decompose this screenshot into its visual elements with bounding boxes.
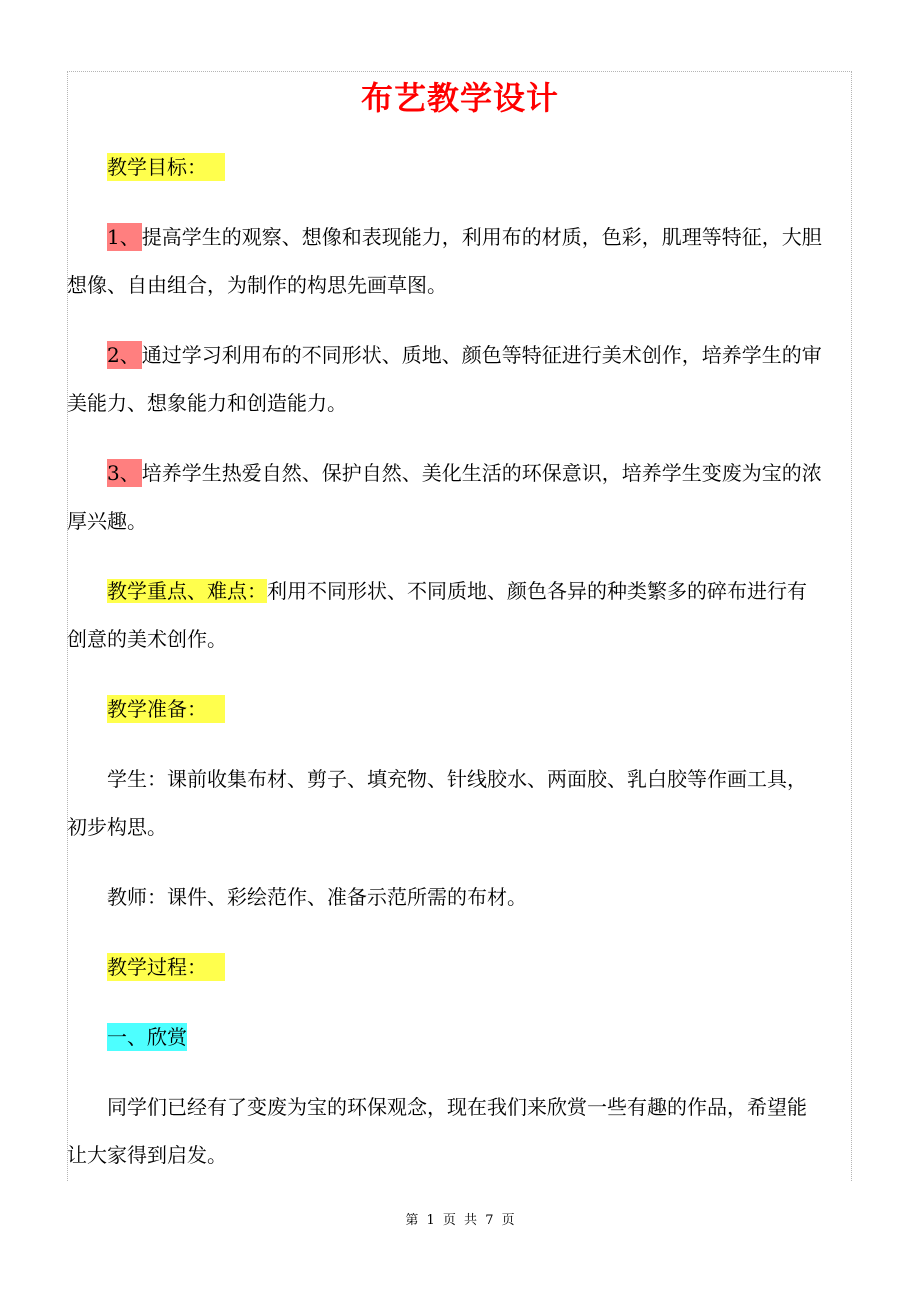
section-1-line-2: 让大家得到启发。 [67,1143,227,1167]
teacher-line: 教师：课件、彩绘范作、准备示范所需的布材。 [107,885,527,909]
prep-heading-text: 教学准备： [107,695,225,723]
prep-heading [107,694,225,724]
objective-1-text-1: 提高学生的观察、想像和表现能力，利用布的材质，色彩，肌理等特征，大胆 [141,225,822,249]
document-title: 布艺教学设计 [360,79,559,117]
objective-1-line-1 [107,222,822,252]
objective-2-text-1: 通过学习利用布的不同形状、质地、颜色等特征进行美术创作，培养学生的审 [141,343,822,367]
objective-3-line-2: 厚兴趣。 [67,509,147,533]
objective-3-text-1: 培养学生热爱自然、保护自然、美化生活的环保意识，培养学生变废为宝的浓 [141,461,822,485]
objective-3-line-1 [107,458,822,488]
section-1-heading-text: 一、欣赏 [107,1025,187,1049]
process-heading-text: 教学过程： [107,953,225,981]
objective-1-number: 1、 [107,225,140,249]
objective-3-number: 3、 [107,461,140,485]
key-points-line-1 [107,576,807,606]
students-line-2: 初步构思。 [67,815,167,839]
objectives-heading [107,152,225,182]
section-1-line-1: 同学们已经有了变废为宝的环保观念，现在我们来欣赏一些有趣的作品，希望能 [107,1095,807,1119]
objective-1-line-2: 想像、自由组合，为制作的构思先画草图。 [67,273,447,297]
objective-2-line-1 [107,340,822,370]
objective-2-number: 2、 [107,343,140,367]
page-number-footer: 第 1 页 共 7 页 [405,1213,515,1228]
key-points-label: 教学重点、难点： [107,579,267,603]
objectives-heading-text: 教学目标： [107,153,225,181]
objective-2-line-2: 美能力、想象能力和创造能力。 [67,391,347,415]
key-points-text-1: 利用不同形状、不同质地、颜色各异的种类繁多的碎布进行有 [267,579,807,603]
section-1-heading [107,1022,187,1052]
key-points-line-2: 创意的美术创作。 [67,627,227,651]
process-heading [107,952,225,982]
students-line-1: 学生：课前收集布材、剪子、填充物、针线胶水、两面胶、乳白胶等作画工具， [107,767,807,791]
